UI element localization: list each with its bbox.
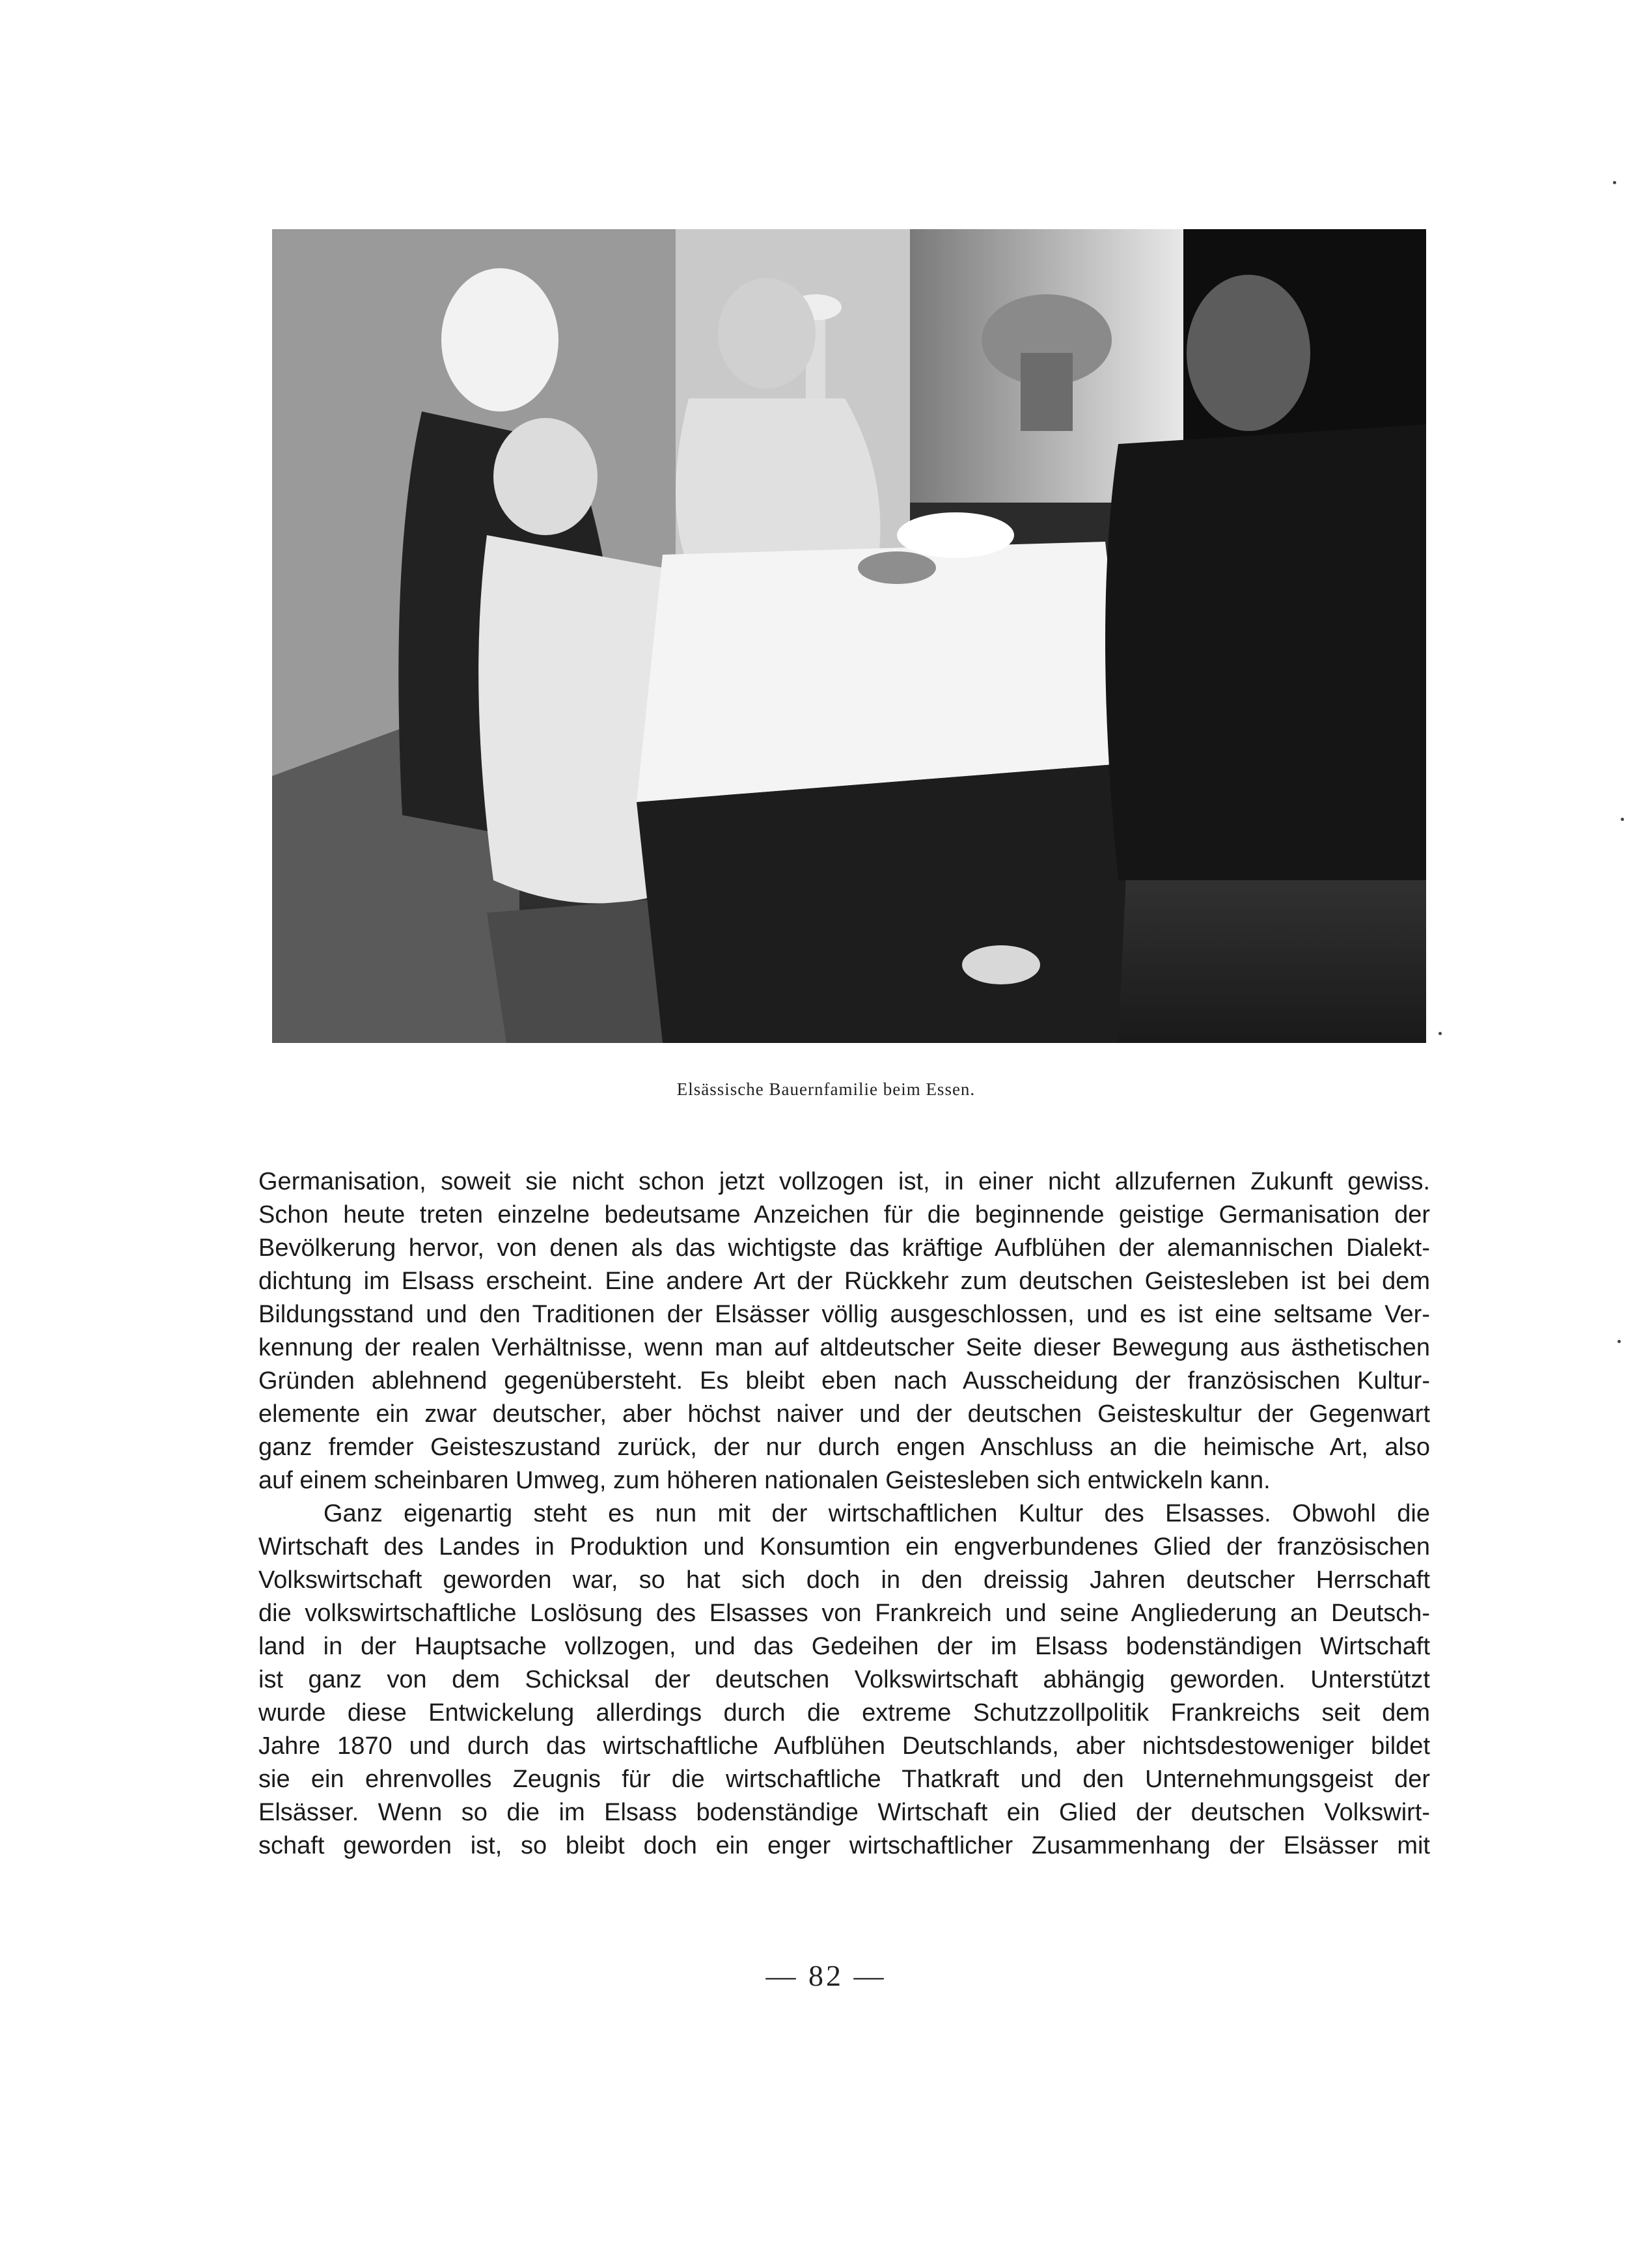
text-line: Wirtschaft des Landes in Produktion und Konsumtion ein engverbundenes Glied der französischen — [258, 1533, 1430, 1561]
body-text — [258, 1165, 1430, 1863]
text-line: Gründen ablehnend gegenübersteht. Es bleibt eben nach Ausscheidung der französischen Kultur- — [258, 1367, 1430, 1395]
text-line: Jahre 1870 und durch das wirtschaftliche Aufblühen Deutschlands, aber nichtsdestoweniger bildet — [258, 1732, 1430, 1760]
text-line: kennung der realen Verhältnisse, wenn man auf altdeutscher Seite dieser Bewegung aus ästhetischen — [258, 1334, 1430, 1361]
text-line: dichtung im Elsass erscheint. Eine andere Art der Rückkehr zum deutschen Geistesleben ist bei dem — [258, 1268, 1430, 1295]
photo-icon — [272, 229, 1426, 1043]
text-line: Germanisation, soweit sie nicht schon jetzt vollzogen ist, in einer nicht allzufernen Zukunft gewiss. — [258, 1168, 1430, 1195]
text-line: die volkswirtschaftliche Loslösung des Elsasses von Frankreich und seine Angliederung an Deutsch- — [258, 1600, 1430, 1627]
scan-speck — [1439, 1032, 1442, 1035]
scan-speck — [1613, 181, 1616, 184]
text-line: ist ganz von dem Schicksal der deutschen Volkswirtschaft abhängig geworden. Unterstützt — [258, 1666, 1430, 1693]
text-line: sie ein ehrenvolles Zeugnis für die wirtschaftliche Thatkraft und den Unternehmungsgeist der — [258, 1766, 1430, 1793]
text-line: Schon heute treten einzelne bedeutsame Anzeichen für die beginnende geistige Germanisation der — [258, 1201, 1430, 1229]
text-line: auf einem scheinbaren Umweg, zum höheren nationalen Geistesleben sich entwickeln kann. — [258, 1467, 1271, 1494]
text-line: land in der Hauptsache vollzogen, und das Gedeihen der im Elsass bodenständigen Wirtschaft — [258, 1633, 1430, 1660]
paragraph-2 — [258, 1497, 1430, 1863]
figure-caption: Elsässische Bauernfamilie beim Essen. — [676, 1079, 976, 1099]
text-line: Bevölkerung hervor, von denen als das wichtigste das kräftige Aufblühen der alemannischen Dialekt- — [258, 1234, 1430, 1262]
page-number: — 82 — — [765, 1959, 887, 1992]
text-line: wurde diese Entwickelung allerdings durch die extreme Schutzzollpolitik Frankreichs seit dem — [258, 1699, 1430, 1727]
paragraph-1 — [258, 1165, 1430, 1497]
text-line: Bildungsstand und den Traditionen der Elsässer völlig ausgeschlossen, und es ist eine seltsame Ver- — [258, 1301, 1430, 1328]
text-line: Elsässer. Wenn so die im Elsass bodenständige Wirtschaft ein Glied der deutschen Volkswirt- — [258, 1799, 1430, 1826]
text-line: ganz fremder Geisteszustand zurück, der nur durch engen Anschluss an die heimische Art, also — [258, 1434, 1430, 1461]
photograph-peasant-family — [272, 229, 1426, 1043]
scan-speck — [1618, 1340, 1621, 1343]
text-line: Ganz eigenartig steht es nun mit der wirtschaftlichen Kultur des Elsasses. Obwohl die — [324, 1500, 1430, 1527]
text-line: elemente ein zwar deutscher, aber höchst naiver und der deutschen Geisteskultur der Gegenwart — [258, 1400, 1430, 1428]
text-line: Volkswirtschaft geworden war, so hat sich doch in den dreissig Jahren deutscher Herrschaft — [258, 1566, 1430, 1594]
text-line: schaft geworden ist, so bleibt doch ein enger wirtschaftlicher Zusammenhang der Elsässer mit — [258, 1832, 1430, 1859]
scan-speck — [1621, 818, 1624, 821]
